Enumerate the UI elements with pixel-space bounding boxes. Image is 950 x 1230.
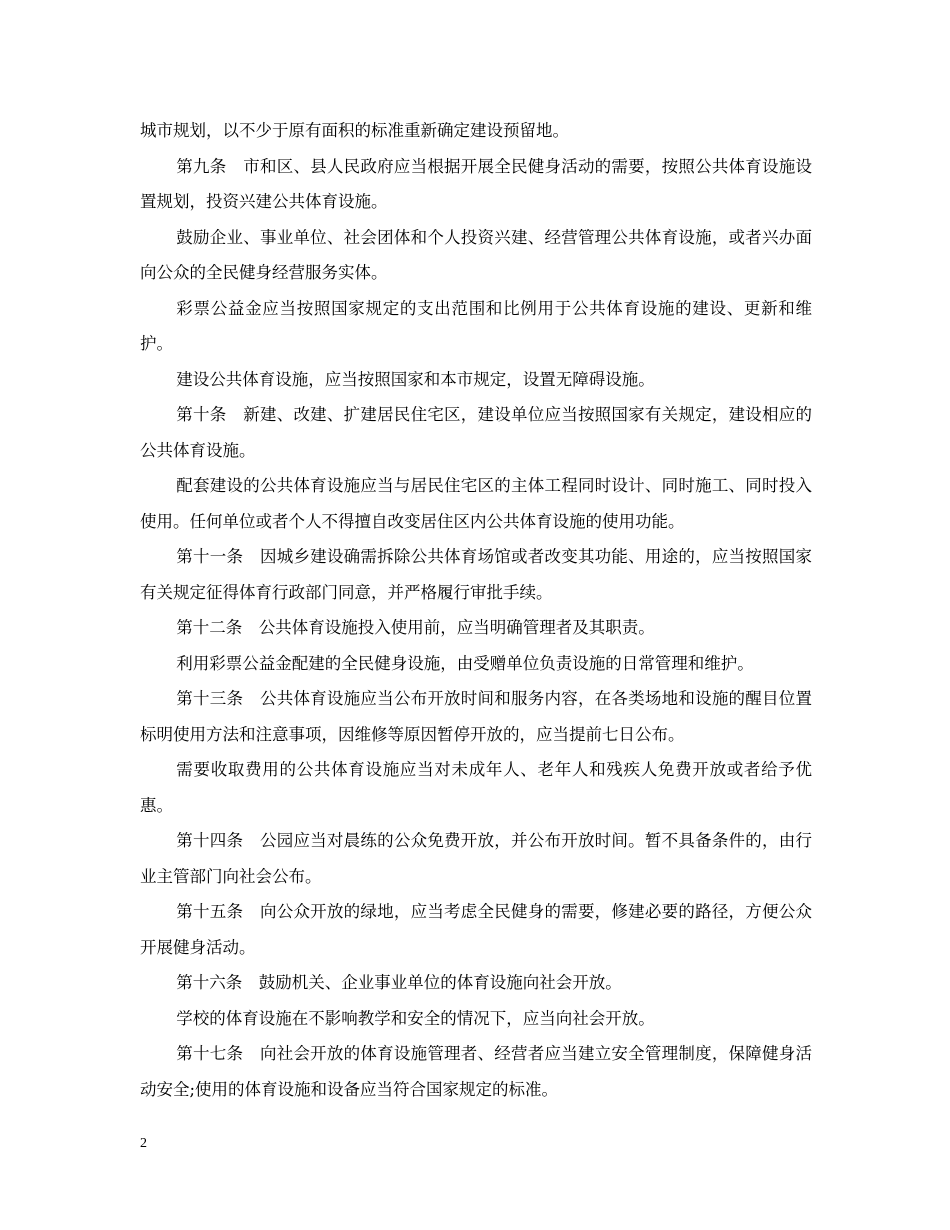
paragraph: 彩票公益金应当按照国家规定的支出范围和比例用于公共体育设施的建设、更新和维护。 bbox=[140, 298, 812, 353]
paragraph-article-12: 第十二条 公共体育设施投入使用前，应当明确管理者及其职责。 bbox=[176, 618, 655, 637]
paragraph: 建设公共体育设施，应当按照国家和本市规定，设置无障碍设施。 bbox=[176, 369, 655, 389]
paragraph-article-17: 第十七条 向社会开放的体育设施管理者、经营者应当建立安全管理制度，保障健身活动安全;使用的体育设施和设备应当符合国家规定的标准。 bbox=[140, 1044, 812, 1099]
paragraph: 利用彩票公益金配建的全民健身设施，由受赠单位负责设施的日常管理和维护。 bbox=[176, 653, 754, 673]
paragraph-article-13: 第十三条 公共体育设施应当公布开放时间和服务内容，在各类场地和设施的醒目位置标明使用方法和注意事项，因维修等原因暂停开放的，应当提前七日公布。 bbox=[140, 689, 812, 744]
paragraph-article-9: 第九条 市和区、县人民政府应当根据开展全民健身活动的需要，按照公共体育设施设置规划，投资兴建公共体育设施。 bbox=[140, 156, 812, 211]
paragraph-article-10: 第十条 新建、改建、扩建居民住宅区，建设单位应当按照国家有关规定，建设相应的公共体育设施。 bbox=[140, 405, 812, 460]
paragraph: 需要收取费用的公共体育设施应当对未成年人、老年人和残疾人免费开放或者给予优惠。 bbox=[140, 760, 812, 815]
document-body bbox=[140, 113, 812, 1107]
page-number: 2 bbox=[140, 1136, 147, 1151]
paragraph-article-16: 第十六条 鼓励机关、企业事业单位的体育设施向社会开放。 bbox=[176, 973, 622, 992]
paragraph: 配套建设的公共体育设施应当与居民住宅区的主体工程同时设计、同时施工、同时投入使用。任何单位或者个人不得擅自改变居住区内公共体育设施的使用功能。 bbox=[140, 476, 812, 531]
paragraph-continuation: 城市规划，以不少于原有面积的标准重新确定建设预留地。 bbox=[140, 121, 569, 140]
paragraph: 鼓励企业、事业单位、社会团体和个人投资兴建、经营管理公共体育设施，或者兴办面向公众的全民健身经营服务实体。 bbox=[140, 227, 812, 282]
paragraph-article-15: 第十五条 向公众开放的绿地，应当考虑全民健身的需要，修建必要的路径，方便公众开展健身活动。 bbox=[140, 902, 812, 957]
paragraph-article-11: 第十一条 因城乡建设确需拆除公共体育场馆或者改变其功能、用途的，应当按照国家有关规定征得体育行政部门同意，并严格履行审批手续。 bbox=[140, 547, 812, 602]
paragraph-article-14: 第十四条 公园应当对晨练的公众免费开放，并公布开放时间。暂不具备条件的，由行业主管部门向社会公布。 bbox=[140, 831, 812, 886]
paragraph: 学校的体育设施在不影响教学和安全的情况下，应当向社会开放。 bbox=[176, 1008, 655, 1028]
